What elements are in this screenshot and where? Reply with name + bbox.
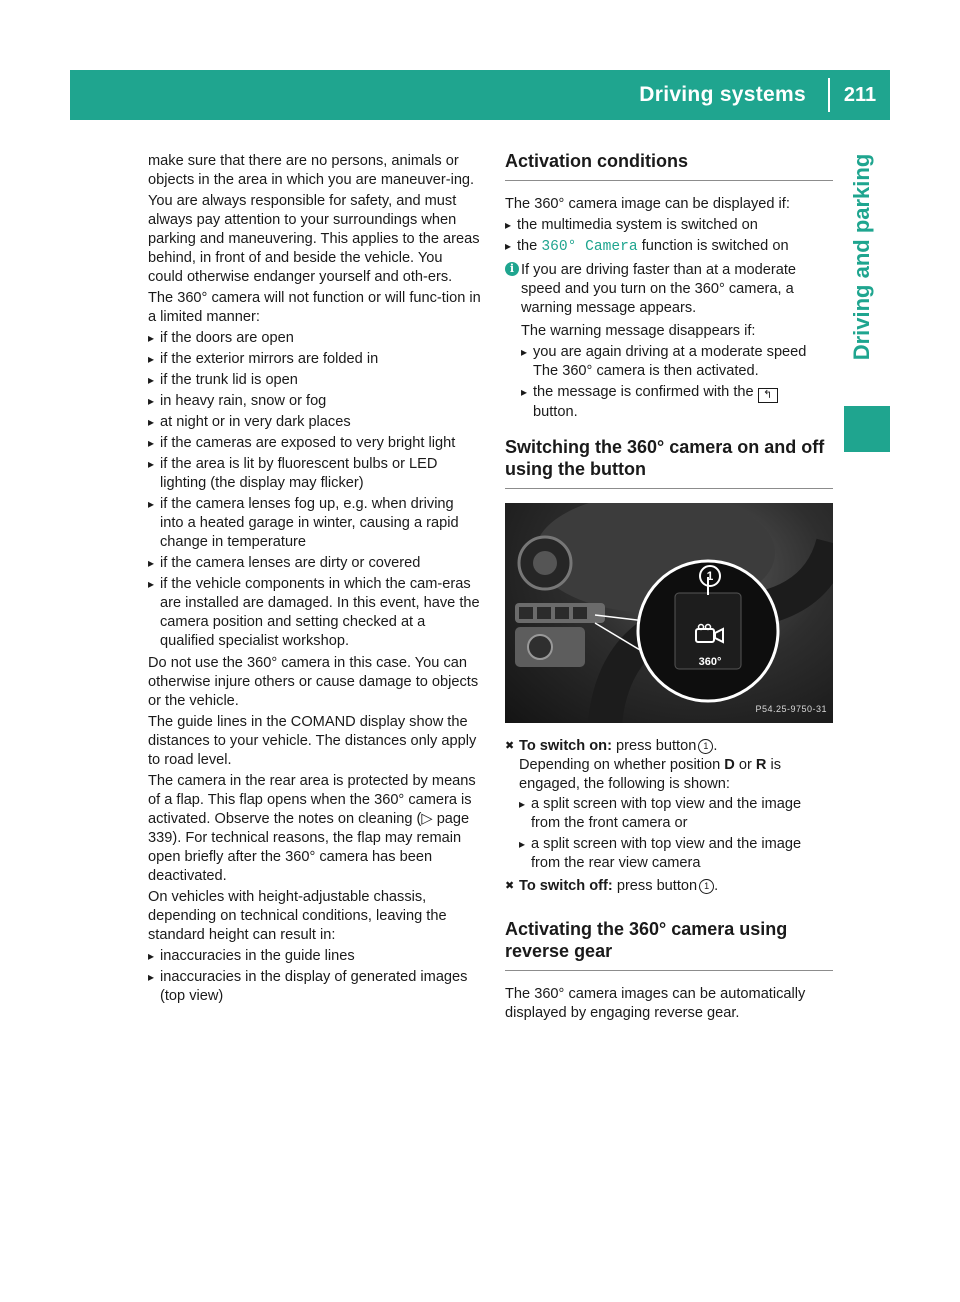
list-item: ▸ if the trunk lid is open — [148, 371, 481, 390]
step-switch-on: ✖ To switch on: press button 1 . Depending on whether position D or R is engaged, the following is shown: ▸ a split screen with top view and the image from the front camera or ▸ a split screen with top view and the image from the rear view camera — [505, 737, 833, 873]
header-bar — [70, 70, 890, 120]
text: the message is confirmed with the — [533, 384, 754, 400]
heading-switching: Switching the 360° camera on and off using the button — [505, 436, 833, 489]
paragraph: You are always responsible for safety, and must always pay attention to your surroundings when parking and maneuvering. This applies to the areas behind, in front of and beside the vehicle. You could otherwise endanger yourself and oth-ers. — [148, 193, 480, 285]
paragraph — [148, 772, 481, 886]
list-item: ▸ you are again driving at a moderate speed The 360° camera is then activated. — [521, 343, 833, 381]
list-item: ▸ if the camera lenses fog up, e.g. when driving into a heated garage in winter, causing a rapid change in temperature — [148, 495, 481, 552]
back-button-icon: ↰ — [758, 388, 778, 403]
list-item: ▸ if the exterior mirrors are folded in — [148, 350, 481, 369]
page-ref-arrow-icon: ▷ — [421, 811, 433, 827]
list-item: ▸ if the cameras are exposed to very bright light — [148, 434, 481, 453]
text: or — [734, 757, 756, 773]
list-item: ▸ a split screen with top view and the image from the rear view camera — [519, 835, 833, 873]
step-label: To switch off: — [519, 878, 613, 894]
activation-list — [505, 216, 833, 257]
chapter-tab-label: Driving and parking — [849, 153, 874, 361]
right-column — [505, 150, 833, 1025]
steering-wheel-photo — [505, 503, 833, 723]
gear-position: D — [724, 757, 735, 773]
paragraph: The 360° camera image can be displayed if: — [505, 196, 790, 212]
chapter-tab — [834, 122, 890, 392]
text: press button — [616, 878, 698, 894]
limitation-list — [148, 329, 481, 651]
paragraph: Do not use the 360° camera in this case. You can otherwise injure others or cause damage to objects or the vehicle. — [148, 655, 479, 709]
list-item: ▸ the multimedia system is switched on — [505, 216, 833, 235]
list-item: ▸ inaccuracies in the guide lines — [148, 947, 481, 966]
paragraph: On vehicles with height-adjustable chassis, depending on technical conditions, leaving the standard height can result in: — [148, 889, 447, 943]
callout-number: 1 — [699, 879, 714, 894]
paragraph: The warning message disappears if: — [521, 323, 756, 339]
paragraph: make sure that there are no persons, animals or objects in the area in which you are maneuver-ing. — [148, 153, 475, 188]
page-number: 211 — [843, 84, 877, 106]
list-item — [505, 237, 833, 257]
list-item: ▸ if the camera lenses are dirty or covered — [148, 554, 481, 573]
step-switch-off: ✖ To switch off: press button 1 . — [505, 877, 833, 896]
list-item: ▸ inaccuracies in the display of generated images (top view) — [148, 968, 481, 1006]
text: button. — [533, 404, 578, 420]
list-item: ▸ if the doors are open — [148, 329, 481, 348]
display-list — [519, 795, 833, 873]
text: function is switched on — [637, 238, 789, 254]
text: Depending on whether position — [519, 757, 725, 773]
list-item: ▸ if the vehicle components in which the cam-eras are installed are damaged. In this event, have the camera position and setting checked at a qualified specialist workshop. — [148, 575, 481, 651]
list-item — [521, 383, 833, 422]
text: the — [517, 238, 542, 254]
list-item: ▸ in heavy rain, snow or fog — [148, 392, 481, 411]
photo-illustration — [505, 503, 833, 723]
step-label: To switch on: — [519, 738, 612, 754]
left-column — [148, 152, 481, 1009]
callout-number: 1 — [699, 565, 721, 587]
text: The camera in the rear area is protected by means of a flap. This flap opens when the 360° camera is activated. Observe the notes on cleaning ( — [148, 773, 476, 827]
page-link[interactable]: page 339 — [148, 811, 470, 846]
paragraph: If you are driving faster than at a moderate speed and you turn on the 360° camera, a warning message appears. — [521, 262, 797, 316]
paragraph: The 360° camera will not function or will func-tion in a limited manner: — [148, 290, 481, 325]
chapter-marker — [844, 406, 890, 452]
info-list — [521, 343, 833, 422]
list-item: ▸ at night or in very dark places — [148, 413, 481, 432]
info-note — [505, 261, 833, 422]
inaccuracy-list — [148, 947, 481, 1006]
list-item: ▸ a split screen with top view and the image from the front camera or — [519, 795, 833, 833]
heading-reverse: Activating the 360° camera using reverse gear — [505, 918, 833, 971]
gear-position: R — [755, 757, 767, 773]
section-title: Driving systems — [639, 83, 806, 106]
list-item: ▸ if the area is lit by fluorescent bulbs or LED lighting (the display may flicker) — [148, 455, 481, 493]
paragraph: The 360° camera images can be automatically displayed by engaging reverse gear. — [505, 986, 806, 1021]
menu-item-label: 360° Camera — [541, 239, 638, 255]
paragraph: The guide lines in the COMAND display show the distances to your vehicle. The distances only apply to road level. — [148, 714, 477, 768]
text: is engaged, the following is shown: — [519, 757, 782, 792]
text: ). For technical reasons, the flap may remain open briefly after the 360° camera has been deactivated. — [148, 830, 462, 884]
camera-button-label: 360° — [698, 656, 722, 668]
image-code: P54.25-9750-31 — [755, 704, 827, 714]
text: press button — [616, 738, 697, 754]
info-icon: i — [505, 262, 519, 276]
heading-activation: Activation conditions — [505, 150, 833, 181]
camera-icon — [695, 623, 725, 647]
callout-number: 1 — [698, 739, 713, 754]
